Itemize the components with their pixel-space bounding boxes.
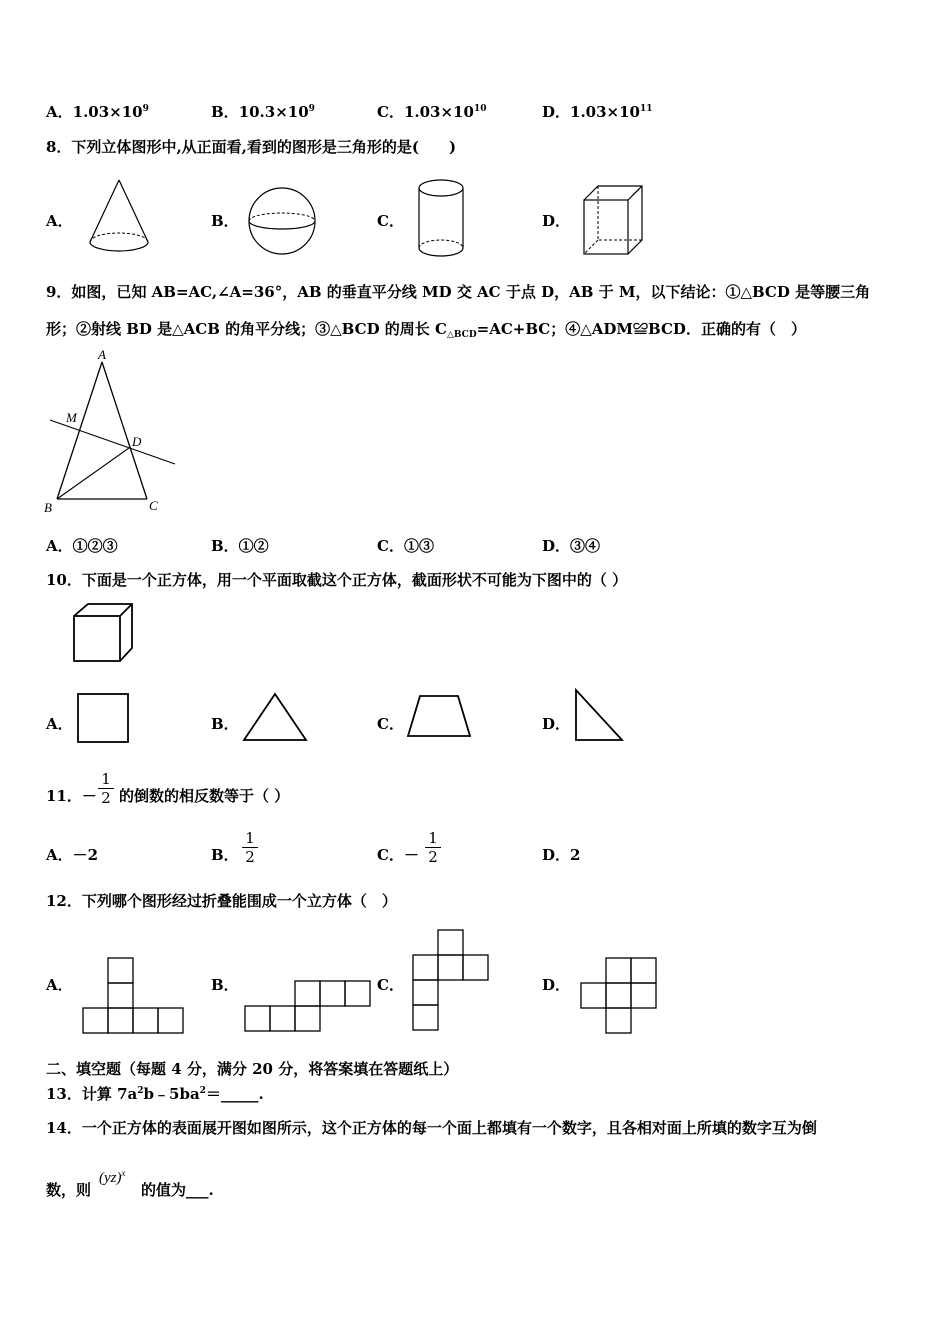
q8-label-b: B． [211, 212, 239, 230]
q10-label-b: B． [211, 715, 239, 733]
net-a-figure [82, 956, 188, 1036]
q9-option-a: A．①②③ [46, 537, 118, 555]
q11-option-c-label: C．－ [377, 846, 419, 864]
q12-label-c: C． [377, 976, 404, 994]
q11-stem-prefix: 11．－ [46, 787, 97, 805]
q14-expression: (yz)$^x$ [99, 1168, 126, 1186]
q11-option-b-label: B． [211, 846, 239, 864]
q12-stem: 12．下列哪个图形经过折叠能围成一个立方体（ ） [46, 892, 397, 910]
triangle-shape [240, 690, 310, 744]
section-2-heading: 二、填空题（每题 4 分，满分 20 分，将答案填在答题纸上） [46, 1060, 459, 1078]
q7-option-d: D．$1.03\times 10^{11}$ [542, 103, 653, 121]
q11-option-d: D．2 [542, 846, 581, 864]
q10-label-c: C． [377, 715, 404, 733]
q8-label-d: D． [542, 212, 571, 230]
net-c-figure [410, 928, 492, 1032]
q8-label-a: A． [46, 212, 73, 230]
cone-figure [84, 174, 154, 264]
cube-figure [70, 600, 138, 666]
q9-stem-line2: 形；②射线 BD 是△ACB 的角平分线；③△BCD 的周长 $C_{\triangle BCD}=AC+BC$；④△ADM≌BCD．正确的有（ ） [46, 320, 806, 340]
label-b: B [44, 500, 52, 515]
label-d: D [132, 434, 142, 449]
cylinder-figure [413, 176, 469, 262]
q8-label-c: C． [377, 212, 404, 230]
q7-option-a: A．$1.03\times 10^9$ [46, 103, 149, 121]
net-b-figure [243, 980, 373, 1034]
trapezoid-shape [404, 692, 474, 740]
q12-label-a: A． [46, 976, 73, 994]
q11-stem-suffix: 的倒数的相反数等于（ ） [119, 787, 290, 805]
q8-stem: 8．下列立体图形中,从正面看,看到的图形是三角形的是( ) [46, 138, 457, 156]
q9-option-b: B．①② [211, 537, 269, 555]
q10-label-a: A． [46, 715, 73, 733]
label-m: M [66, 410, 77, 425]
q9-option-c: C．①③ [377, 537, 434, 555]
q7-option-b: B．$10.3\times 10^9$ [211, 103, 315, 121]
q12-label-b: B． [211, 976, 239, 994]
q9-stem-line1: 9．如图，已知 AB=AC,∠A=36°，AB 的垂直平分线 MD 交 AC 于点 D，AB 于 M，以下结论：①△BCD 是等腰三角 [46, 283, 871, 301]
q11-option-b-fraction: 1 2 [242, 829, 258, 866]
right-triangle-shape [570, 686, 628, 744]
label-c: C [149, 498, 158, 513]
q14-stem-line1: 14．一个正方体的表面展开图如图所示，这个正方体的每一个面上都填有一个数字，且各相对面上所填的数字互为倒 [46, 1119, 817, 1137]
q12-label-d: D． [542, 976, 571, 994]
label-a: A [98, 347, 106, 362]
sphere-figure [245, 184, 319, 258]
triangle-abc-figure [42, 344, 182, 516]
cuboid-figure [580, 180, 646, 260]
q11-option-a: A．－2 [46, 846, 99, 864]
square-shape [74, 690, 132, 746]
q10-stem: 10．下面是一个正方体，用一个平面取截这个正方体，截面形状不可能为下图中的（ ） [46, 571, 628, 589]
q10-label-d: D． [542, 715, 571, 733]
q13-stem: 13．计算 $7a^2b﹣5ba^2=\_\_\_\_\_$. [46, 1085, 264, 1103]
q9-option-d: D．③④ [542, 537, 601, 555]
q7-option-c: C．$1.03\times 10^{10}$ [377, 103, 487, 121]
q11-fraction: 1 2 [98, 770, 114, 807]
q14-stem-line2a: 数，则 [46, 1181, 92, 1199]
net-d-figure [578, 956, 660, 1036]
q11-option-c-fraction: 1 2 [425, 829, 441, 866]
q14-stem-line2b: 的值为___. [141, 1181, 214, 1199]
